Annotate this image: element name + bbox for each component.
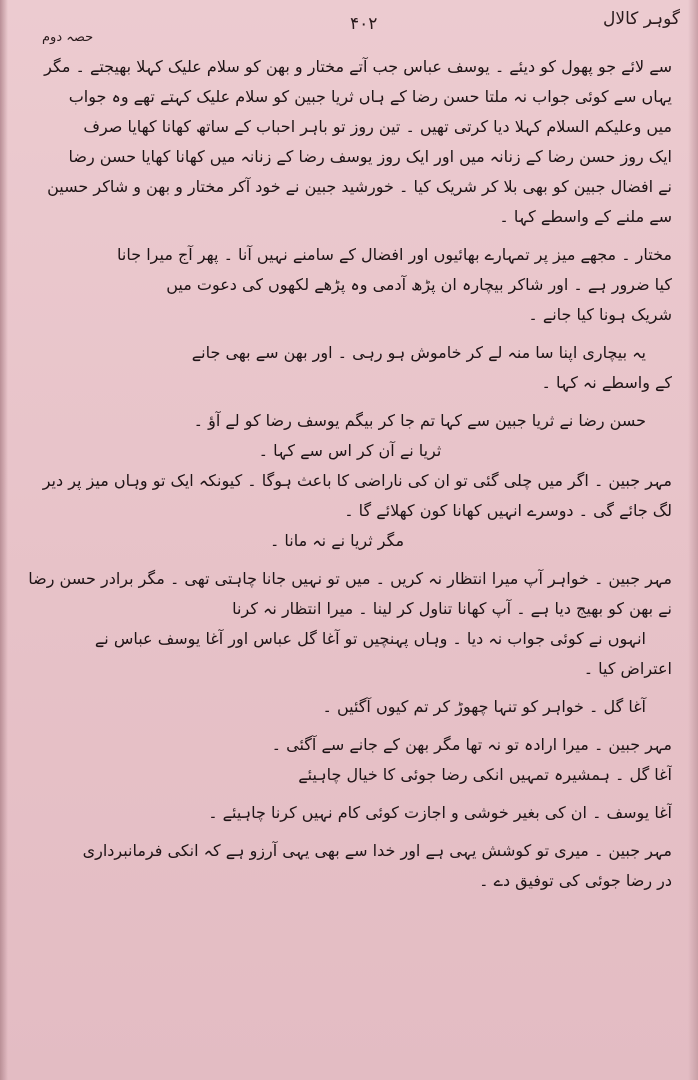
section-label: حصہ دوم <box>42 30 94 45</box>
text-line: انہوں نے کوئی جواب نہ دیا ۔ وہاں پہنچیں تو آغا گل عباس اور آغا یوسف عباس نے <box>94 629 646 648</box>
text-line: نے بھن کو بھیج دیا ہے ۔ آپ کھانا تناول کر لینا ۔ میرا انتظار نہ کرنا <box>232 599 672 618</box>
text-line: شریک ہونا کیا جانے ۔ <box>528 305 672 324</box>
page-edge-right <box>688 0 698 1080</box>
text-line: لگ جائے گی ۔ دوسرے انہیں کھانا کون کھلائے گا ۔ <box>344 501 672 520</box>
text-line: اعتراض کیا ۔ <box>583 659 672 678</box>
text-line: یہ بیچاری اپنا سا منہ لے کر خاموش ہو رہی ۔ اور بھن سے بھی جانے <box>191 343 646 362</box>
text-line: سے ملنے کے واسطے کہا ۔ <box>499 207 672 226</box>
text-line: مختار ۔ مجھے میز پر تمہارے بھائیوں اور افضال کے سامنے نہیں آنا ۔ پھر آج میرا جانا <box>117 245 672 264</box>
text-line: مہر جبین ۔ میری تو کوشش یہی ہے اور خدا سے بھی یہی آرزو ہے کہ انکی فرمانبرداری <box>82 841 672 860</box>
text-line: نے افضال جبین کو بھی بلا کر شریک کیا ۔ خورشید جبین نے خود آکر مختار و بھن و شاکر حسین <box>47 177 672 196</box>
page-header <box>20 6 680 46</box>
running-title: گوہر کالال <box>603 9 680 29</box>
text-line: کے واسطے نہ کہا ۔ <box>541 373 672 392</box>
text-line: ثریا نے آن کر اس سے کہا ۔ <box>258 441 442 460</box>
text-line: حسن رضا نے ثریا جبین سے کہا تم جا کر بیگم یوسف رضا کو لے آؤ ۔ <box>193 411 646 430</box>
body-text <box>28 52 672 896</box>
text-line: مہر جبین ۔ خواہر آپ میرا انتظار نہ کریں ۔ میں تو نہیں جانا چاہتی تھی ۔ مگر برادر حسن رضا <box>28 569 672 588</box>
text-line: آغا گل ۔ ہمشیرہ تمہیں انکی رضا جوئی کا خیال چاہیئے <box>298 765 672 784</box>
text-line: آغا گل ۔ خواہر کو تنہا چھوڑ کر تم کیوں آگئیں ۔ <box>322 697 646 716</box>
text-line: مگر ثریا نے نہ مانا ۔ <box>269 531 405 550</box>
text-line: یہاں سے کوئی جواب نہ ملتا حسن رضا کے ہاں ثریا جبین کو سلام علیک کہتے تھے وہ جواب <box>68 87 672 106</box>
text-line: کیا ضرور ہے ۔ اور شاکر بیچارہ ان پڑھ آدمی وہ پڑھے لکھوں کی دعوت میں <box>166 275 672 294</box>
text-line: سے لائے جو پھول کو دیئے ۔ یوسف عباس جب آتے مختار و بھن کو سلام علیک کہلا بھیجتے ۔ مگر <box>44 57 672 76</box>
text-line: آغا یوسف ۔ ان کی بغیر خوشی و اجازت کوئی کام نہیں کرنا چاہیئے ۔ <box>208 803 672 822</box>
page-edge-left <box>0 0 8 1080</box>
text-line: مہر جبین ۔ میرا ارادہ تو نہ تھا مگر بھن کے جانے سے آگئی ۔ <box>271 735 672 754</box>
text-line: میں وعلیکم السلام کہلا دیا کرتی تھیں ۔ تین روز تو باہر احباب کے ساتھ کھانا کھایا صرف <box>83 117 672 136</box>
page-number: ۴۰۲ <box>350 14 378 34</box>
text-line: ایک روز حسن رضا کے زنانہ میں اور ایک روز یوسف رضا کے زنانہ میں کھانا کھایا حسن رضا <box>68 147 672 166</box>
text-line: در رضا جوئی کی توفیق دے ۔ <box>479 871 672 890</box>
text-line: مہر جبین ۔ اگر میں چلی گئی تو ان کی ناراضی کا باعث ہوگا ۔ کیونکہ ایک تو وہاں میز پر دیر <box>42 471 672 490</box>
